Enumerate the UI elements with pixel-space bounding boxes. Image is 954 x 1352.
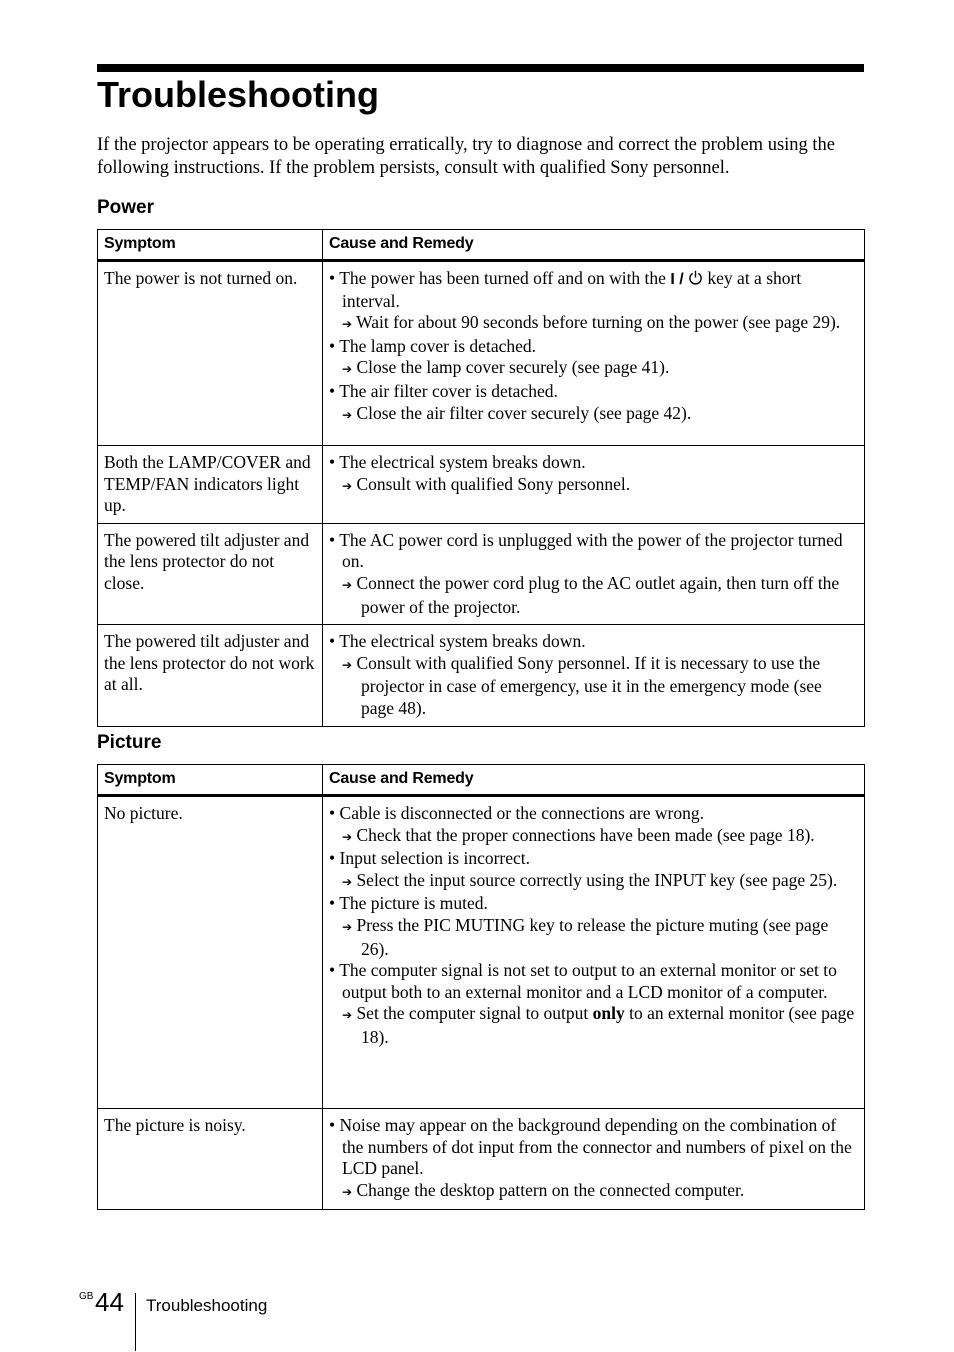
cause-item: • Input selection is incorrect. [329, 848, 531, 869]
arrow-icon: ➔ [342, 919, 353, 934]
cause-item: • Cable is disconnected or the connections are wrong. [329, 803, 704, 823]
arrow-icon: ➔ [342, 874, 353, 889]
section-heading-power: Power [97, 197, 155, 218]
remedy-cell [323, 523, 865, 624]
arrow-icon: ➔ [342, 1184, 353, 1199]
bullet: • [329, 335, 336, 356]
column-header-symptom: Symptom [98, 230, 323, 261]
bullet: • [329, 452, 336, 472]
remedy-item: ➔ Close the air filter cover securely (see page 42). [342, 402, 692, 423]
cause-item: • The picture is muted. [329, 893, 488, 914]
remedy-item: ➔ Change the desktop pattern on the connected computer. [342, 1179, 745, 1200]
remedy-cell [323, 796, 865, 1109]
title-rule [97, 64, 864, 72]
power-symbol-icon [688, 270, 703, 285]
region-code: GB [79, 1291, 94, 1302]
cause-item: • The computer signal is not set to output to an external monitor or set to output both to an external monitor and a LCD monitor of a computer. [329, 960, 837, 1002]
remedy-item: ➔ Check that the proper connections have been made (see page 18). [342, 824, 815, 845]
column-header-cause-remedy: Cause and Remedy [323, 765, 865, 796]
arrow-icon: ➔ [342, 478, 353, 493]
remedy-cell [323, 625, 865, 726]
bullet: • [329, 380, 336, 401]
remedy-item: ➔ Consult with qualified Sony personnel. If it is necessary to use the projector in case of emergency, use it in the emergency mode (see page 48). [342, 652, 822, 718]
arrow-icon: ➔ [342, 317, 353, 332]
arrow-icon: ➔ [342, 1008, 353, 1023]
symptom-cell: No picture. [98, 796, 323, 1109]
bullet: • [329, 1115, 336, 1135]
remedy-cell [323, 1109, 865, 1210]
table-header-row [98, 765, 865, 796]
cause-item: • The air filter cover is detached. [329, 380, 558, 401]
emphasis-only: only [592, 1003, 625, 1024]
cause-item: • The lamp cover is detached. [329, 335, 536, 356]
remedy-item: ➔ Wait for about 90 seconds before turning on the power (see page 29). [342, 312, 841, 333]
table-row [98, 1109, 865, 1210]
arrow-icon: ➔ [342, 657, 353, 672]
symptom-cell: The power is not turned on. [98, 261, 323, 446]
cause-item: • The power has been turned off and on with the I / key at a short interval. [329, 268, 802, 311]
table-row [98, 523, 865, 624]
power-key-label: I / [670, 271, 684, 288]
bullet: • [329, 268, 336, 288]
bullet: • [329, 631, 336, 652]
section-heading-picture: Picture [97, 732, 162, 753]
table-row [98, 796, 865, 1109]
symptom-cell: Both the LAMP/COVER and TEMP/FAN indicators light up. [98, 446, 323, 524]
column-header-symptom: Symptom [98, 765, 323, 796]
page-number: 44 [95, 1287, 124, 1317]
table-row [98, 625, 865, 726]
table-header-row [98, 230, 865, 261]
remedy-item: ➔ Press the PIC MUTING key to release the picture muting (see page 26). [342, 914, 829, 959]
remedy-cell [323, 446, 865, 524]
power-table [97, 229, 865, 727]
bullet: • [329, 529, 336, 550]
remedy-item: ➔ Connect the power cord plug to the AC outlet again, then turn off the power of the projector. [342, 572, 840, 617]
table-row [98, 261, 865, 446]
symptom-cell: The powered tilt adjuster and the lens protector do not close. [98, 523, 323, 624]
remedy-cell [323, 261, 865, 446]
picture-table [97, 764, 865, 1210]
symptom-cell: The powered tilt adjuster and the lens protector do not work at all. [98, 625, 323, 726]
cause-item: • Noise may appear on the background depending on the combination of the numbers of dot input from the connector and numbers of pixel on the LCD panel. [329, 1115, 852, 1179]
arrow-icon: ➔ [342, 362, 353, 377]
remedy-item: ➔ Close the lamp cover securely (see page 41). [342, 357, 670, 378]
page-title: Troubleshooting [97, 74, 379, 115]
column-header-cause-remedy: Cause and Remedy [323, 230, 865, 261]
intro-paragraph: If the projector appears to be operating erratically, try to diagnose and correct the problem using the following instructions. If the problem persists, consult with qualified Sony personnel. [97, 135, 836, 178]
arrow-icon: ➔ [342, 577, 353, 592]
bullet: • [329, 803, 336, 823]
bullet: • [329, 893, 336, 914]
arrow-icon: ➔ [342, 829, 353, 844]
remedy-item: ➔ Set the computer signal to output only to an external monitor (see page 18). [342, 1003, 855, 1047]
footer-section-label: Troubleshooting [146, 1296, 268, 1315]
cause-item: • The electrical system breaks down. [329, 452, 586, 472]
remedy-item: ➔ Consult with qualified Sony personnel. [342, 473, 631, 494]
cause-item: • The AC power cord is unplugged with the power of the projector turned on. [329, 529, 843, 572]
cause-item: • The electrical system breaks down. [329, 631, 586, 652]
remedy-item: ➔ Select the input source correctly using the INPUT key (see page 25). [342, 869, 838, 890]
symptom-cell: The picture is noisy. [98, 1109, 323, 1210]
table-row [98, 446, 865, 524]
footer-divider [135, 1293, 136, 1351]
bullet: • [329, 960, 336, 981]
bullet: • [329, 848, 336, 869]
arrow-icon: ➔ [342, 407, 353, 422]
